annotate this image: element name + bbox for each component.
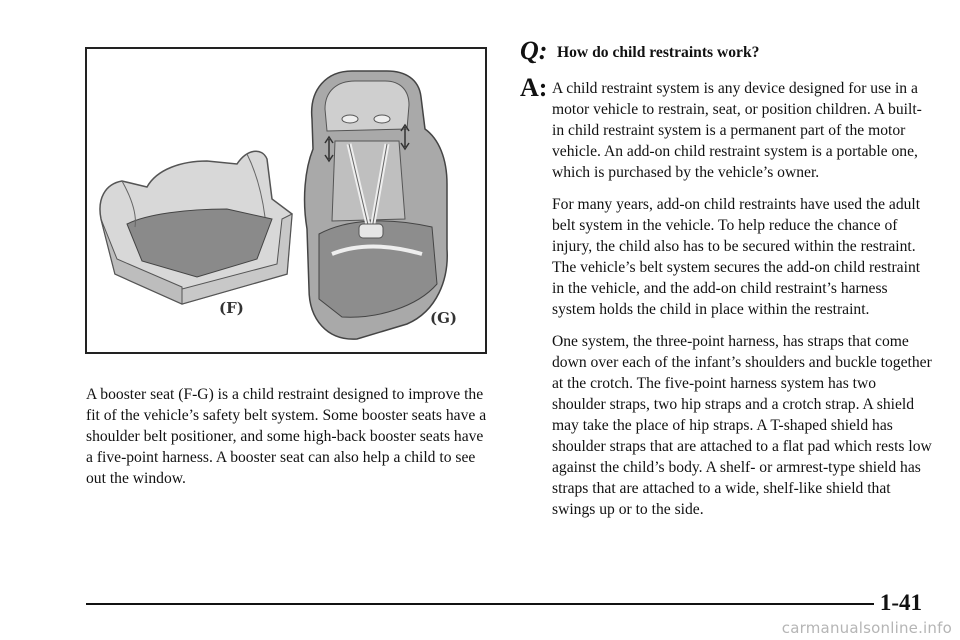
- footer-rule: [86, 603, 874, 605]
- booster-seat-figure: [85, 47, 487, 354]
- answer-paragraph: One system, the three-point harness, has straps that come down over each of the infant’s shoulders and buckle together at the crotch. The five-point harness system has two shoulder straps, two hip straps and a crotch strap. A shield may take the place of hip straps. A T-shaped shield has shoulder straps that are attached to a flat pad which rests low against the child’s body. A shelf- or armrest-type shield has straps that are attached to a wide, shelf-like shield that swings up or to the side.: [552, 333, 932, 518]
- question-marker: Q:: [520, 36, 548, 65]
- figure-label-f: (F): [219, 299, 244, 317]
- answer-paragraph: A child restraint system is any device designed for use in a motor vehicle to restrain, seat, or position children. A built-in child restraint system is a permanent part of the motor vehicle. An add-on child restraint system is a portable one, which is purchased by the vehicle’s owner.: [552, 80, 922, 181]
- backless-booster-seat: [100, 151, 292, 304]
- figure-caption: A booster seat (F-G) is a child restraint designed to improve the fit of the vehicle’s safety belt system. Some booster seats have a shoulder belt positioner, and some high-back booster seats have a five-point harness. A booster seat can also help a child to see out the window.: [86, 386, 487, 487]
- figure-label-g: (G): [430, 309, 458, 327]
- answer-marker: A:: [520, 73, 548, 102]
- watermark: carmanualsonline.info: [781, 619, 952, 637]
- question-text: How do child restraints work?: [557, 44, 760, 61]
- high-back-booster-seat: [305, 71, 448, 339]
- page-number: 1-41: [879, 590, 922, 615]
- answer-body: [552, 78, 932, 531]
- booster-seat-illustration: [87, 49, 485, 352]
- answer-paragraph: For many years, add-on child restraints have used the adult belt system in the vehicle. To help reduce the chance of injury, the child also has to be secured within the restraint. The vehicle’s belt system secures the add-on child restraint in the vehicle, and the add-on child restraint’s harness system holds the child in place within the restraint.: [552, 196, 921, 318]
